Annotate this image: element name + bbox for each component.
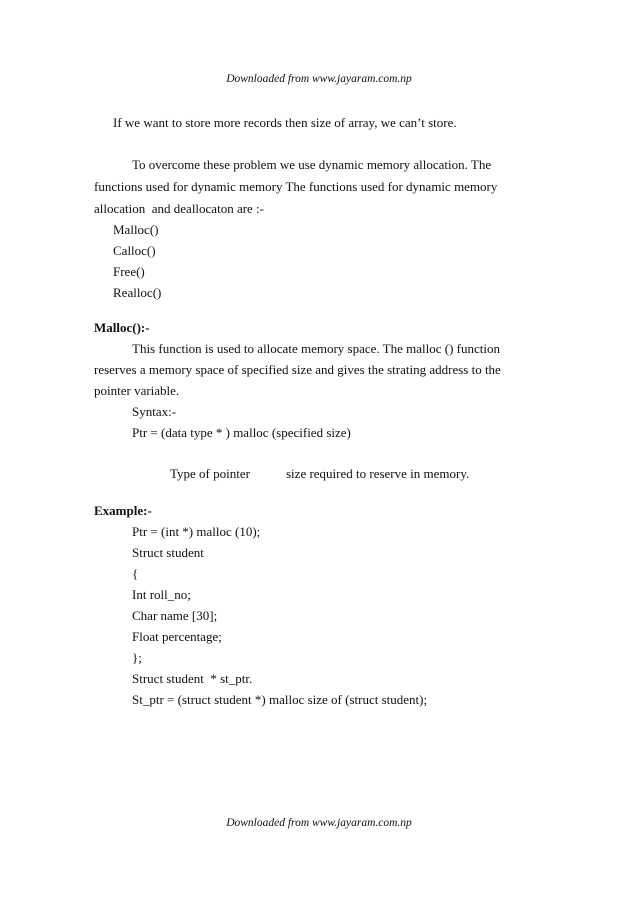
example-line: Int roll_no;: [132, 587, 191, 602]
function-item-calloc: Calloc(): [113, 243, 156, 258]
function-item-realloc: Realloc(): [113, 285, 162, 300]
example-line: Char name [30];: [132, 608, 218, 623]
example-line: };: [132, 650, 142, 665]
type-of-pointer-label: Type of pointer: [170, 466, 250, 481]
syntax-label: Syntax:-: [132, 404, 177, 419]
page-footer: Downloaded from www.jayaram.com.np: [226, 817, 412, 829]
example-heading: Example:-: [94, 503, 152, 518]
example-line: Ptr = (int *) malloc (10);: [132, 524, 261, 539]
example-line: Struct student: [132, 545, 204, 560]
function-item-free: Free(): [113, 264, 145, 279]
intro-line: If we want to store more records then size of array, we can’t store.: [113, 115, 457, 130]
example-line: {: [132, 566, 139, 581]
overcome-line-3: allocation and deallocaton are :-: [94, 201, 265, 216]
malloc-heading: Malloc():-: [94, 320, 150, 335]
overcome-line-2: functions used for dynamic memory The functions used for dynamic memory: [94, 179, 498, 194]
syntax-line: Ptr = (data type * ) malloc (specified size): [132, 425, 351, 440]
malloc-desc-line-1: This function is used to allocate memory space. The malloc () function: [132, 341, 500, 356]
malloc-desc-line-3: pointer variable.: [94, 383, 180, 398]
overcome-line-1: To overcome these problem we use dynamic memory allocation. The: [132, 157, 492, 172]
function-item-malloc: Malloc(): [113, 222, 159, 237]
example-line: Struct student * st_ptr.: [132, 671, 253, 686]
example-line: St_ptr = (struct student *) malloc size of (struct student);: [132, 692, 428, 707]
size-required-label: size required to reserve in memory.: [286, 466, 470, 481]
example-line: Float percentage;: [132, 629, 222, 644]
page-header: Downloaded from www.jayaram.com.np: [226, 73, 412, 85]
malloc-desc-line-2: reserves a memory space of specified size and gives the strating address to the: [94, 362, 501, 377]
